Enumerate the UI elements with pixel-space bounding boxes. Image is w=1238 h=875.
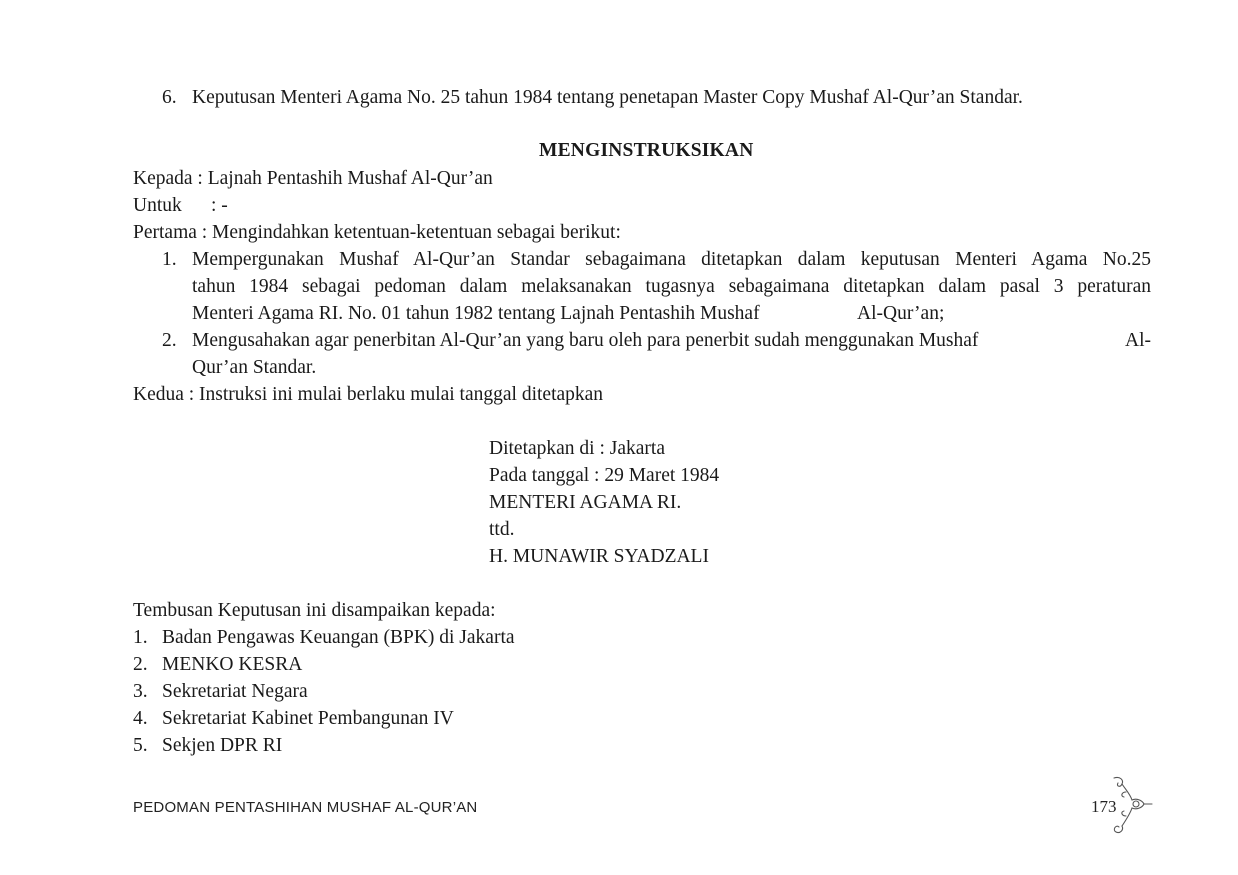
list-text-line: Al-Qur’an; (857, 303, 945, 324)
list-text: Sekjen DPR RI (162, 735, 283, 756)
kepada-line: Kepada : Lajnah Pentashih Mushaf Al-Qur’an (133, 168, 493, 189)
floral-scroll-ornament-icon (1110, 774, 1154, 836)
tembusan-intro: Tembusan Keputusan ini disampaikan kepada: (133, 600, 496, 621)
list-number: 5. (133, 735, 148, 756)
list-number: 2. (162, 330, 177, 351)
list-item (162, 84, 1023, 111)
kedua-line: Kedua : Instruksi ini mulai berlaku mulai tanggal ditetapkan (133, 384, 604, 405)
list-number: 1. (133, 627, 148, 648)
list-text: Sekretariat Negara (162, 681, 308, 702)
untuk-value: : - (211, 195, 228, 216)
list-item (133, 732, 283, 759)
list-number: 6. (162, 87, 177, 108)
list-number: 3. (133, 681, 148, 702)
untuk-line (133, 192, 228, 219)
list-item (133, 678, 308, 705)
section-heading: MENGINSTRUKSIKAN (539, 140, 754, 161)
list-item (133, 651, 303, 678)
list-text: Keputusan Menteri Agama No. 25 tahun 1984 tentang penetapan Master Copy Mushaf Al-Qur’an Standar. (192, 87, 1023, 108)
list-item (133, 624, 515, 651)
signature-ttd: ttd. (489, 519, 515, 540)
signature-office: MENTERI AGAMA RI. (489, 492, 682, 513)
signature-name: H. MUNAWIR SYADZALI (489, 546, 709, 567)
list-text-line: tahun 1984 sebagai pedoman dalam melaksanakan tugasnya sebagaimana ditetapkan dalam pasal 3 peraturan (192, 276, 1151, 297)
signature-place: Ditetapkan di : Jakarta (489, 438, 665, 459)
list-text-line: Mengusahakan agar penerbitan Al-Qur’an yang baru oleh para penerbit sudah menggunakan Mushaf (192, 330, 979, 351)
list-text: Badan Pengawas Keuangan (BPK) di Jakarta (162, 627, 515, 648)
untuk-label: Untuk (133, 195, 182, 216)
list-text-line: Menteri Agama RI. No. 01 tahun 1982 tentang Lajnah Pentashih Mushaf (192, 303, 760, 324)
list-text-line: Al- (1125, 330, 1151, 351)
list-text: MENKO KESRA (162, 654, 303, 675)
page-number: 173 (1091, 797, 1117, 816)
list-number: 4. (133, 708, 148, 729)
list-item (133, 705, 454, 732)
list-text-line: Mempergunakan Mushaf Al-Qur’an Standar sebagaimana ditetapkan dalam keputusan Menteri Agama No.25 (192, 249, 1151, 270)
signature-date: Pada tanggal : 29 Maret 1984 (489, 465, 720, 486)
list-text: Sekretariat Kabinet Pembangunan IV (162, 708, 454, 729)
pertama-line: Pertama : Mengindahkan ketentuan-ketentuan sebagai berikut: (133, 222, 621, 243)
running-footer-title: PEDOMAN PENTASHIHAN MUSHAF AL-QUR’AN (133, 799, 478, 816)
list-number: 1. (162, 249, 177, 270)
list-text-line: Qur’an Standar. (192, 357, 317, 378)
list-number: 2. (133, 654, 148, 675)
